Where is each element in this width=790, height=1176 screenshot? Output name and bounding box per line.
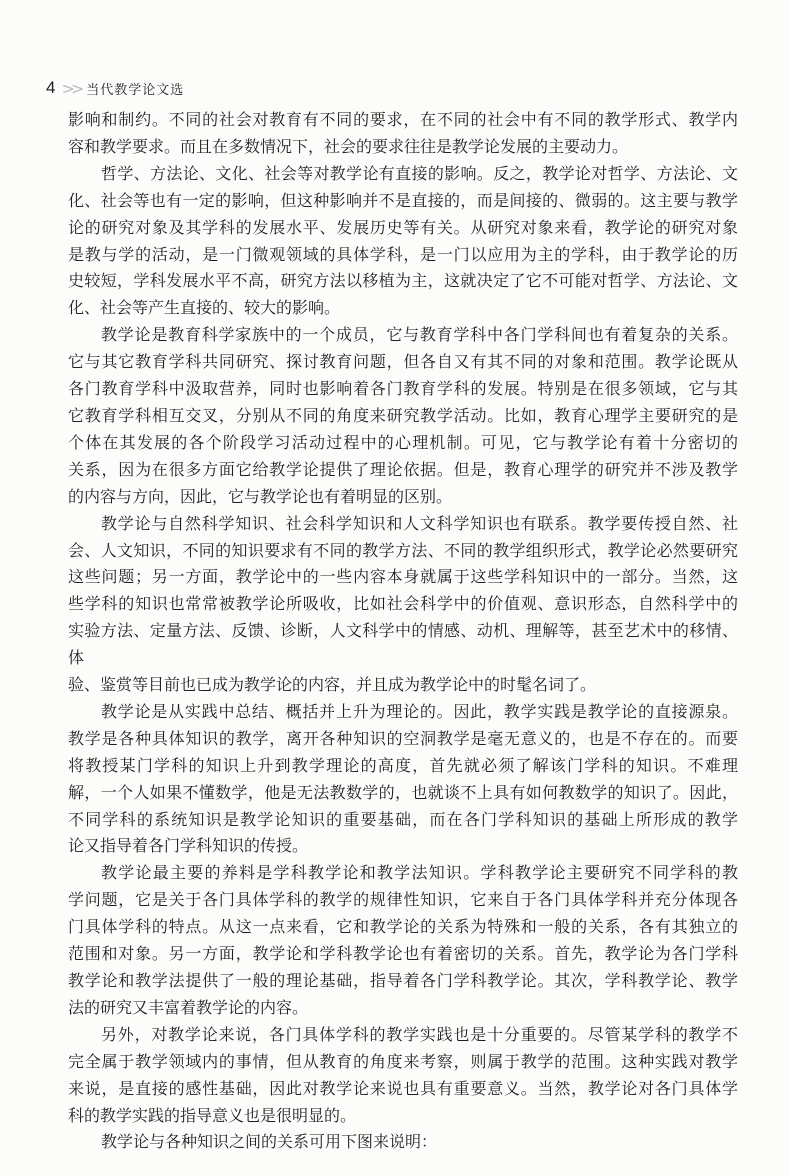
text-line: 关系，因为在很多方面它给教学论提供了理论依据。但是，教育心理学的研究并不涉及教学 (68, 459, 738, 479)
text-line: 史较短，学科发展水平不高，研究方法以移植为主，这就决定了它不可能对哲学、方法论、文 (68, 271, 738, 291)
text-line: 论又指导着各门学科知识的传授。 (68, 836, 309, 856)
text-line: 是教与学的活动，是一门微观领域的具体学科，是一门以应用为主的学科，由于教学论的历 (68, 244, 738, 264)
text-line: 完全属于教学领域内的事情，但从教育的角度来考察，则属于教学的范围。这种实践对教学 (68, 1051, 738, 1071)
book-title: 当代教学论文选 (86, 82, 185, 98)
double-chevron-icon: >> (61, 78, 81, 98)
paragraph (68, 322, 738, 510)
text-line: 实验方法、定量方法、反馈、诊断，人文科学中的情感、动机、理解等，甚至艺术中的移情、体 (68, 621, 738, 668)
paragraph (68, 511, 738, 699)
paragraph (68, 161, 738, 322)
text-line: 影响和制约。不同的社会对教育有不同的要求，在不同的社会中有不同的教学形式、教学内 (68, 110, 738, 129)
text-line: 会、人文知识，不同的知识要求有不同的教学方法、不同的教学组织形式，教学论必然要研究 (68, 540, 738, 560)
paragraph (68, 107, 738, 161)
text-line: 来说，是直接的感性基础，因此对教学论来说也具有重要意义。当然，教学论对各门具体学 (68, 1078, 738, 1098)
text-line: 不同学科的系统知识是教学论知识的重要基础，而在各门学科知识的基础上所形成的教学 (68, 809, 738, 829)
text-line: 各门教育学科中汲取营养，同时也影响着各门教育学科的发展。特别是在很多领域，它与其 (68, 379, 738, 399)
body-text (68, 107, 738, 1156)
page-number: 4 (46, 78, 56, 97)
paragraph (68, 1129, 738, 1156)
text-line: 它与其它教育学科共同研究、探讨教育问题，但各自又有其不同的对象和范围。教学论既从 (68, 352, 738, 372)
text-line: 论的研究对象及其学科的发展水平、发展历史等有关。从研究对象来看，教学论的研究对象 (68, 217, 738, 237)
text-line: 这些问题；另一方面，教学论中的一些内容本身就属于这些学科知识中的一部分。当然，这 (68, 567, 738, 587)
text-line: 法的研究又丰富着教学论的内容。 (68, 997, 309, 1017)
paragraph (68, 860, 738, 1021)
text-line: 教学论与自然科学知识、社会科学知识和人文科学知识也有联系。教学要传授自然、社 (101, 513, 738, 533)
text-line: 解，一个人如果不懂数学，他是无法教数学的，也就谈不上具有如何教数学的知识了。因此， (68, 782, 738, 802)
text-line: 教学论是教育科学家族中的一个成员，它与教育学科中各门学科间也有着复杂的关系。 (101, 325, 738, 345)
text-line: 教学论最主要的养料是学科教学论和教学法知识。学科教学论主要研究不同学科的教 (101, 863, 738, 883)
text-line: 教学论与各种知识之间的关系可用下图来说明： (101, 1132, 438, 1152)
text-line: 化、社会等也有一定的影响，但这种影响并不是直接的，而是间接的、微弱的。这主要与教学 (68, 190, 738, 210)
text-line: 哲学、方法论、文化、社会等对教学论有直接的影响。反之，教学论对哲学、方法论、文 (101, 163, 738, 183)
text-line: 它教育学科相互交叉，分别从不同的角度来研究教学活动。比如，教育心理学主要研究的是 (68, 405, 738, 425)
running-header (46, 76, 184, 100)
text-line: 范围和对象。另一方面，教学论和学科教学论也有着密切的关系。首先，教学论为各门学科 (68, 944, 738, 964)
text-line: 些学科的知识也常常被教学论所吸收，比如社会科学中的价值观、意识形态，自然科学中的 (68, 594, 738, 614)
paragraph (68, 1022, 738, 1130)
text-line: 个体在其发展的各个阶段学习活动过程中的心理机制。可见，它与教学论有着十分密切的 (68, 432, 738, 452)
text-line: 另外，对教学论来说，各门具体学科的教学实践也是十分重要的。尽管某学科的教学不 (101, 1024, 738, 1044)
text-line: 教学是各种具体知识的教学，离开各种知识的空洞教学是毫无意义的，也是不存在的。而要 (68, 728, 738, 748)
text-line: 化、社会等产生直接的、较大的影响。 (68, 298, 341, 318)
text-line: 门具体学科的特点。从这一点来看，它和教学论的关系为特殊和一般的关系，各有其独立的 (68, 917, 738, 937)
text-line: 容和教学要求。而且在多数情况下，社会的要求往往是教学论发展的主要动力。 (68, 136, 629, 156)
text-line: 学问题，它是关于各门具体学科的教学的规律性知识，它来自于各门具体学科并充分体现各 (68, 890, 738, 910)
text-line: 的内容与方向，因此，它与教学论也有着明显的区别。 (68, 486, 453, 506)
text-line: 将教授某门学科的知识上升到教学理论的高度，首先就必须了解该门学科的知识。不难理 (68, 755, 738, 775)
text-line: 科的教学实践的指导意义也是很明显的。 (68, 1105, 357, 1125)
text-line: 教学论和教学法提供了一般的理论基础，指导着各门学科教学论。其次，学科教学论、教学 (68, 971, 738, 990)
text-line: 教学论是从实践中总结、概括并上升为理论的。因此，教学实践是教学论的直接源泉。 (101, 701, 738, 721)
text-line: 验、鉴赏等目前也已成为教学论的内容，并且成为教学论中的时髦名词了。 (68, 675, 597, 695)
paragraph (68, 699, 738, 860)
